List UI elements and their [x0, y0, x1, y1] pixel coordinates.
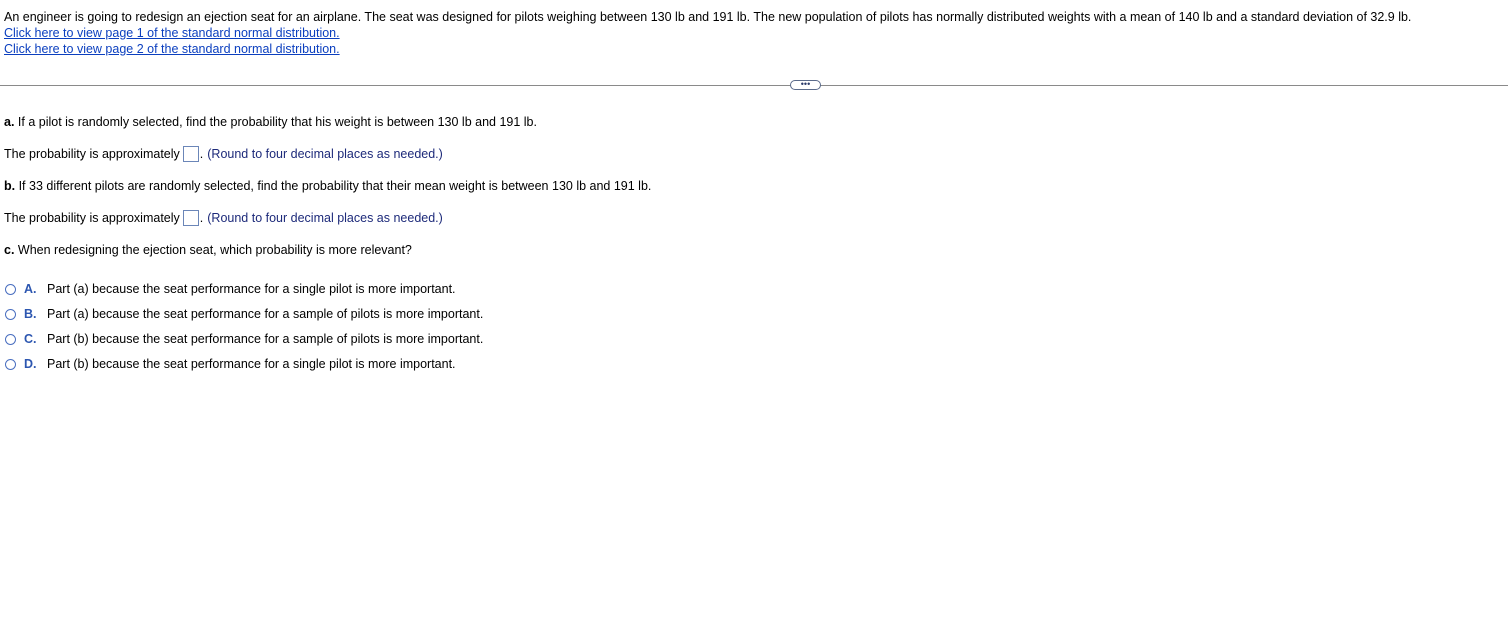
option-text: Part (b) because the seat performance for a sample of pilots is more important.: [47, 332, 484, 346]
option-letter: D.: [24, 357, 37, 371]
part-b-label: b.: [4, 179, 16, 193]
radio-button-icon[interactable]: [5, 334, 16, 345]
option-text: Part (b) because the seat performance for a single pilot is more important.: [47, 357, 456, 371]
radio-button-icon[interactable]: [5, 359, 16, 370]
option-letter: C.: [24, 332, 37, 346]
part-b-question-text: If 33 different pilots are randomly selected, find the probability that their mean weight is between 130 lb and 191 lb.: [15, 179, 652, 193]
part-a-answer-input[interactable]: [183, 146, 199, 162]
option-a[interactable]: [5, 281, 456, 297]
radio-button-icon[interactable]: [5, 284, 16, 295]
problem-statement: [4, 9, 1504, 57]
normal-table-page1-link[interactable]: Click here to view page 1 of the standard normal distribution.: [4, 26, 340, 40]
option-text: Part (a) because the seat performance for a single pilot is more important.: [47, 282, 456, 296]
section-divider: [0, 85, 1508, 86]
option-c[interactable]: [5, 331, 483, 347]
part-a-question-text: If a pilot is randomly selected, find the probability that his weight is between 130 lb and 191 lb.: [14, 115, 537, 129]
more-dots-icon: •••: [800, 78, 811, 89]
part-b-answer-prefix: The probability is approximately: [4, 211, 180, 225]
part-b-answer-line: [4, 210, 443, 226]
problem-text: An engineer is going to redesign an ejection seat for an airplane. The seat was designed for pilots weighing between 130 lb and 191 lb. The new population of pilots has normally distributed weights with a mean of 140 lb and a standard deviation of 32.9 lb.: [4, 10, 1412, 24]
part-a-period: .: [199, 147, 204, 161]
part-c-label: c.: [4, 243, 15, 257]
part-a-answer-prefix: The probability is approximately: [4, 147, 180, 161]
option-letter: B.: [24, 307, 37, 321]
option-d[interactable]: [5, 356, 456, 372]
part-c-question-text: When redesigning the ejection seat, which probability is more relevant?: [14, 243, 412, 257]
option-text: Part (a) because the seat performance for a sample of pilots is more important.: [47, 307, 484, 321]
part-a-question: [4, 114, 537, 130]
part-c-question: [4, 242, 412, 258]
part-a-answer-line: [4, 146, 443, 162]
part-b-answer-input[interactable]: [183, 210, 199, 226]
part-b-period: .: [199, 211, 204, 225]
expand-button[interactable]: [790, 80, 821, 90]
part-b-hint: (Round to four decimal places as needed.): [207, 211, 443, 225]
radio-button-icon[interactable]: [5, 309, 16, 320]
option-letter: A.: [24, 282, 37, 296]
normal-table-page2-link[interactable]: Click here to view page 2 of the standard normal distribution.: [4, 42, 340, 56]
part-a-label: a.: [4, 115, 15, 129]
part-b-question: [4, 178, 651, 194]
part-a-hint: (Round to four decimal places as needed.): [207, 147, 443, 161]
option-b[interactable]: [5, 306, 483, 322]
